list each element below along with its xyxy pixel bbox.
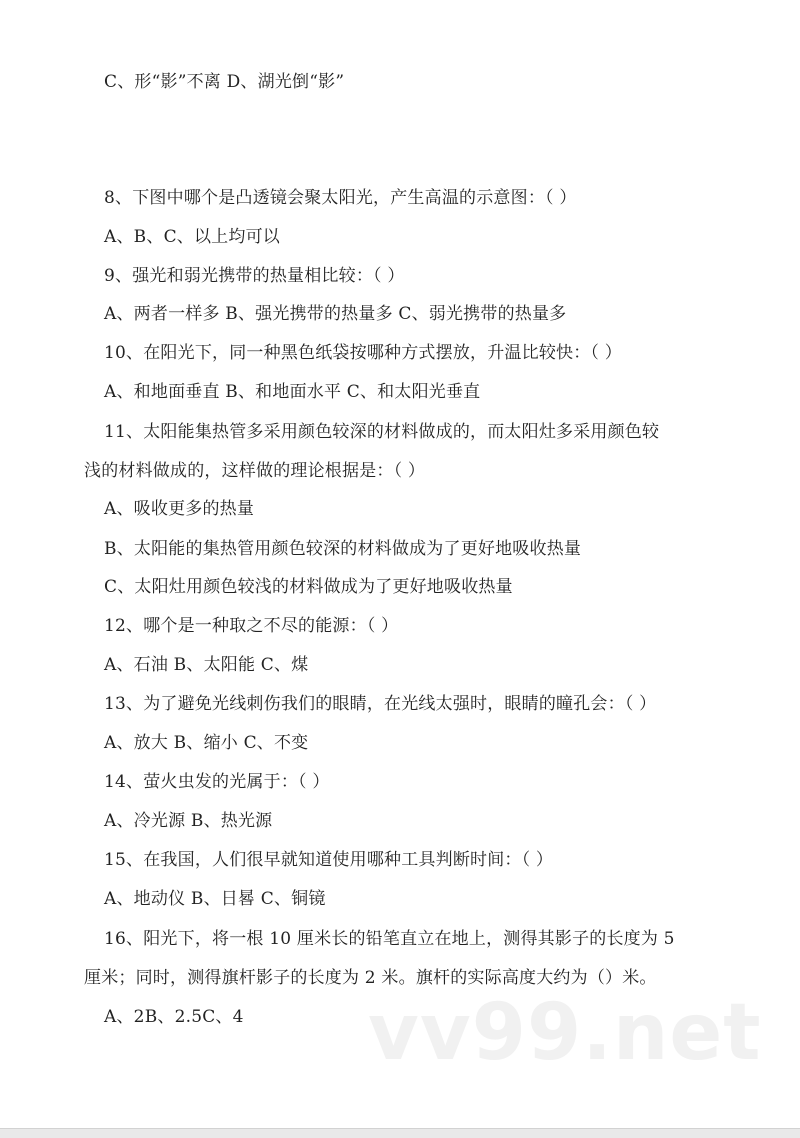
question-11-line-2: 浅的材料做成的，这样做的理论根据是：（ ）: [84, 461, 426, 481]
option-b-q11: B、太阳能的集热管用颜色较深的材料做成为了更好地吸收热量: [104, 539, 582, 559]
question-14: 14、萤火虫发的光属于：（ ）: [104, 772, 330, 792]
question-11-line-1: 11、太阳能集热管多采用颜色较深的材料做成的，而太阳灶多采用颜色较: [104, 422, 660, 442]
options-q12: A、石油 B、太阳能 C、煤: [104, 655, 309, 675]
question-9: 9、强光和弱光携带的热量相比较：（ ）: [104, 266, 405, 286]
question-15: 15、在我国，人们很早就知道使用哪种工具判断时间：（ ）: [104, 850, 554, 870]
options-q8: A、B、C、以上均可以: [104, 227, 280, 247]
question-8: 8、下图中哪个是凸透镜会聚太阳光，产生高温的示意图：（ ）: [104, 188, 577, 208]
question-13: 13、为了避免光线刺伤我们的眼睛，在光线太强时，眼睛的瞳孔会：（ ）: [104, 694, 657, 714]
options-q14: A、冷光源 B、热光源: [104, 811, 273, 831]
question-16-line-2: 厘米；同时，测得旗杆影子的长度为 2 米。旗杆的实际高度大约为（）米。: [84, 968, 657, 988]
question-10: 10、在阳光下，同一种黑色纸袋按哪种方式摆放，升温比较快：（ ）: [104, 343, 622, 363]
question-16-line-1: 16、阳光下，将一根 10 厘米长的铅笔直立在地上，测得其影子的长度为 5: [104, 929, 675, 949]
options-q13: A、放大 B、缩小 C、不变: [104, 733, 309, 753]
option-c-q11: C、太阳灶用颜色较浅的材料做成为了更好地吸收热量: [104, 577, 513, 597]
option-line-q7: C、形“影”不离 D、湖光倒“影”: [104, 72, 345, 92]
watermark: vv99.net: [368, 988, 762, 1078]
question-12: 12、哪个是一种取之不尽的能源：（ ）: [104, 616, 399, 636]
options-q10: A、和地面垂直 B、和地面水平 C、和太阳光垂直: [104, 382, 481, 402]
option-a-q11: A、吸收更多的热量: [104, 499, 255, 519]
options-q9: A、两者一样多 B、强光携带的热量多 C、弱光携带的热量多: [104, 304, 567, 324]
options-q15: A、地动仪 B、日晷 C、铜镜: [104, 889, 326, 909]
options-q16: A、2B、2.5C、4: [104, 1007, 244, 1027]
